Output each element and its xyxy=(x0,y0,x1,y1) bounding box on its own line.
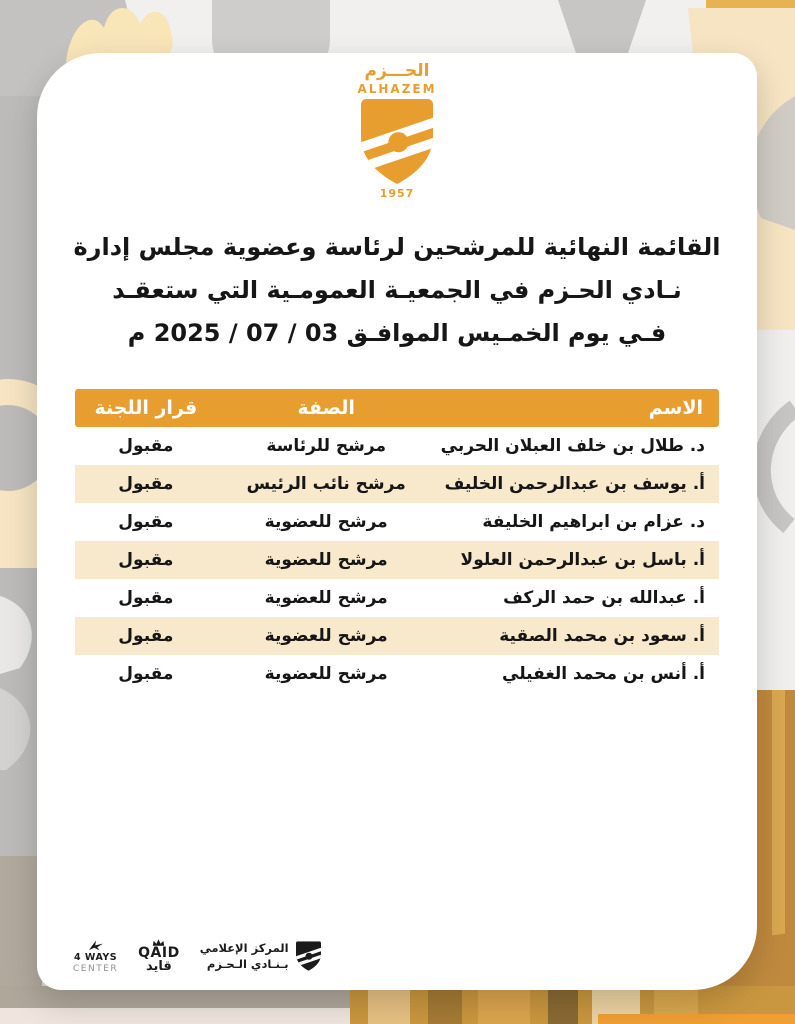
column-header-role: الصفة xyxy=(217,389,436,427)
committee-decision: مقبول xyxy=(118,549,174,570)
club-wordmark-arabic: الحـــزم xyxy=(364,61,430,81)
media-center-line-1: المركز الإعلامي xyxy=(199,940,289,955)
candidate-name: أ. أنس بن محمد الغفيلي xyxy=(502,663,705,684)
candidate-role: مرشح للعضوية xyxy=(264,625,388,646)
candidate-row xyxy=(75,427,719,465)
candidate-role: مرشح للعضوية xyxy=(264,549,388,570)
title-line-1: القائمة النهائية للمرشحين لرئاسة وعضوية مجلس إدارة xyxy=(73,232,721,261)
footer-logos xyxy=(73,939,321,974)
announcement-title xyxy=(37,226,757,355)
media-center-shield-icon xyxy=(296,941,321,971)
candidate-name: أ. يوسف بن عبدالرحمن الخليف xyxy=(444,473,705,494)
candidate-name: د. طلال بن خلف العبلان الحربي xyxy=(440,435,705,456)
committee-decision: مقبول xyxy=(118,473,174,494)
committee-decision: مقبول xyxy=(118,663,174,684)
candidate-row xyxy=(75,465,719,503)
candidate-role: مرشح للعضوية xyxy=(264,663,388,684)
candidate-role: مرشح نائب الرئيس xyxy=(246,473,406,494)
four-ways-label: 4 WAYS xyxy=(74,951,118,963)
four-ways-sublabel: CENTER xyxy=(73,963,119,974)
committee-decision: مقبول xyxy=(118,511,174,532)
table-header-row xyxy=(75,389,719,427)
four-ways-center-logo xyxy=(73,939,118,974)
column-header-name: الاسم xyxy=(436,389,719,427)
media-center-text xyxy=(200,940,289,973)
media-center-logo xyxy=(200,940,321,973)
title-line-2: نـادي الحـزم في الجمعيـة العمومـية التي ستعقـد xyxy=(112,275,682,304)
candidate-row xyxy=(75,503,719,541)
media-center-line-2: بـنـادي الـحـزم xyxy=(206,957,289,972)
candidate-row xyxy=(75,655,719,693)
candidate-name: أ. باسل بن عبدالرحمن العلولا xyxy=(460,549,705,570)
candidate-row xyxy=(75,541,719,579)
qaid-arabic-label: قايد xyxy=(146,959,172,975)
club-founding-year: 1957 xyxy=(379,186,415,200)
committee-decision: مقبول xyxy=(118,625,174,646)
candidate-row xyxy=(75,579,719,617)
candidate-name: أ. عبدالله بن حمد الركف xyxy=(503,587,705,608)
candidates-table xyxy=(75,389,719,693)
candidate-role: مرشح للعضوية xyxy=(264,511,388,532)
candidate-row xyxy=(75,617,719,655)
candidate-role: مرشح للرئاسة xyxy=(266,435,386,456)
column-header-decision: قرار اللجنة xyxy=(75,389,217,427)
bird-icon xyxy=(88,939,104,951)
qaid-logo xyxy=(138,939,180,974)
club-shield-icon xyxy=(361,99,433,184)
club-wordmark-latin: ALHAZEM xyxy=(357,81,437,96)
club-logo xyxy=(37,62,757,200)
candidate-name: أ. سعود بن محمد الصقية xyxy=(499,625,705,646)
candidates-tbody xyxy=(75,427,719,693)
candidate-name: د. عزام بن ابراهيم الخليفة xyxy=(482,511,705,532)
committee-decision: مقبول xyxy=(118,435,174,456)
candidates-table-wrap xyxy=(75,389,719,693)
committee-decision: مقبول xyxy=(118,587,174,608)
title-line-3: فـي يوم الخمـيس الموافـق 03 / 07 / 2025 م xyxy=(127,318,667,347)
announcement-card xyxy=(37,53,757,990)
qaid-latin-label: QAID xyxy=(138,944,180,961)
candidate-role: مرشح للعضوية xyxy=(264,587,388,608)
